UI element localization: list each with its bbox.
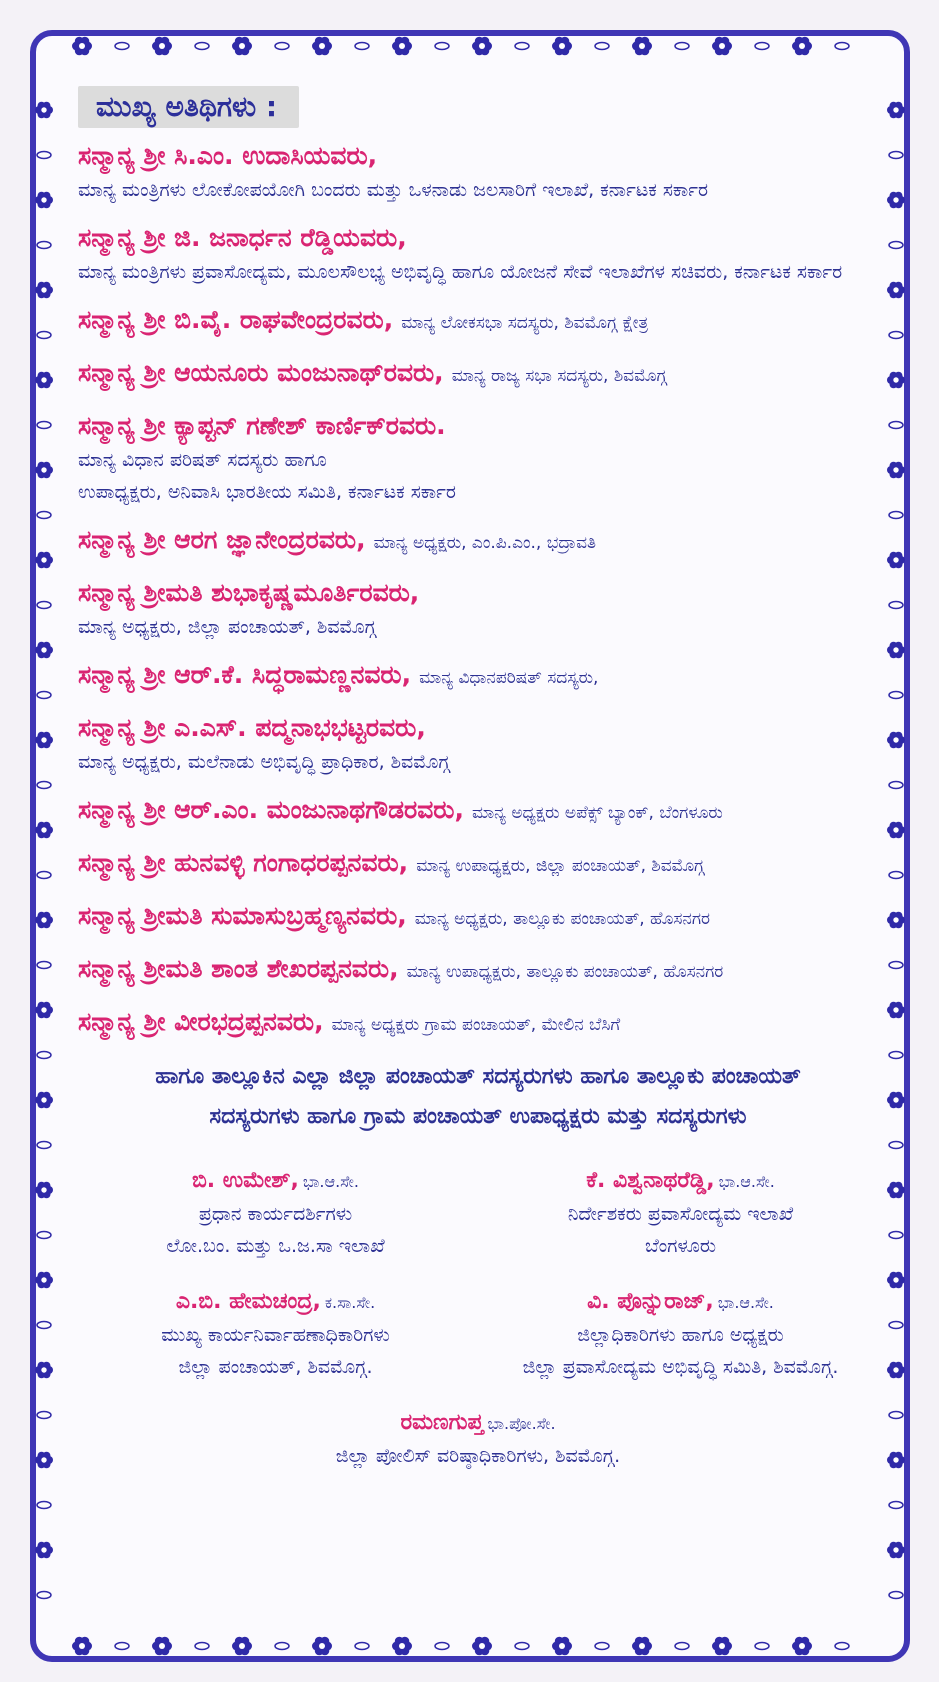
leaf-ornament — [515, 1643, 529, 1650]
flower-ornament — [35, 1272, 53, 1289]
flower-ornament — [887, 822, 905, 839]
leaf-ornament — [889, 872, 903, 879]
flower-ornament — [887, 642, 905, 659]
guest-list-content — [78, 86, 878, 1472]
closing-line-1: ಹಾಗೂ ತಾಲ್ಲೂಕಿನ ಎಲ್ಲಾ ಜಿಲ್ಲಾ ಪಂಚಾಯತ್ ಸದಸ್ಯರುಗಳು ಹಾಗೂ ತಾಲ್ಲೂಕು ಪಂಚಾಯತ್ — [155, 1064, 801, 1089]
guest-entry — [78, 845, 878, 884]
leaf-ornament — [355, 1643, 369, 1650]
flower-ornament — [72, 37, 92, 56]
guest-name: ಸನ್ಮಾನ್ಯ ಶ್ರೀ ವೀರಭದ್ರಪ್ಪನವರು, — [78, 1007, 324, 1036]
leaf-ornament — [275, 43, 289, 50]
guest-designation: ಮಾನ್ಯ ರಾಜ್ಯ ಸಭಾ ಸದಸ್ಯರು, ಶಿವಮೊಗ್ಗ — [451, 366, 667, 386]
leaf-ornament — [889, 1142, 903, 1149]
leaf-ornament — [889, 152, 903, 159]
flower-ornament — [35, 282, 53, 299]
official-block — [78, 1165, 473, 1262]
guest-name-line — [78, 792, 878, 831]
leaf-ornament — [115, 1643, 129, 1650]
flower-ornament — [887, 912, 905, 929]
official-department: ಲೋ.ಬಂ. ಮತ್ತು ಒ.ಜ.ಸಾ ಇಲಾಖೆ — [166, 1235, 385, 1257]
flower-ornament — [887, 462, 905, 479]
flower-ornament — [887, 732, 905, 749]
leaf-ornament — [37, 512, 51, 519]
flower-ornament — [552, 37, 572, 56]
flower-ornament — [35, 822, 53, 839]
flower-ornament — [712, 37, 732, 56]
guest-name: ಸನ್ಮಾನ್ಯ ಶ್ರೀ ಆರ್.ಕೆ. ಸಿದ್ಧರಾಮಣ್ಣನವರು, — [78, 660, 412, 689]
leaf-ornament — [889, 782, 903, 789]
guest-name: ಸನ್ಮಾನ್ಯ ಶ್ರೀ ಹುನವಳ್ಳಿ ಗಂಗಾಧರಪ್ಪನವರು, — [78, 848, 409, 877]
guest-name-line — [78, 1004, 878, 1043]
officials-grid — [78, 1165, 878, 1472]
leaf-ornament — [37, 332, 51, 339]
guest-name: ಸನ್ಮಾನ್ಯ ಶ್ರೀ ಎ.ಎಸ್. ಪದ್ಮನಾಭಭಟ್ಟರವರು, — [78, 713, 426, 742]
leaf-ornament — [889, 512, 903, 519]
flower-ornament — [35, 462, 53, 479]
guest-designation: ಮಾನ್ಯ ಮಂತ್ರಿಗಳು ಲೋಕೋಪಯೋಗಿ ಬಂದರು ಮತ್ತು ಒಳನಾಡು ಜಲಸಾರಿಗೆ ಇಲಾಖೆ, ಕರ್ನಾಟಕ ಸರ್ಕಾರ — [78, 179, 709, 201]
guest-designation: ಮಾನ್ಯ ಲೋಕಸಭಾ ಸದಸ್ಯರು, ಶಿವಮೊಗ್ಗ ಕ್ಷೇತ್ರ — [401, 313, 649, 333]
official-block — [78, 1286, 473, 1383]
leaf-ornament — [37, 692, 51, 699]
guest-designation: ಮಾನ್ಯ ಅಧ್ಯಕ್ಷರು ಗ್ರಾಮ ಪಂಚಾಯತ್, ಮೇಲಿನ ಬೆಸಿಗೆ — [331, 1015, 621, 1035]
official-service: ಭಾ.ಆ.ಸೇ. — [718, 1172, 775, 1191]
leaf-ornament — [37, 152, 51, 159]
leaf-ornament — [37, 1232, 51, 1239]
leaf-ornament — [889, 422, 903, 429]
guest-name: ಸನ್ಮಾನ್ಯ ಶ್ರೀ ಜಿ. ಜನಾರ್ಧನ ರೆಡ್ಡಿಯವರು, — [78, 223, 407, 252]
leaf-ornament — [37, 1322, 51, 1329]
leaf-ornament — [889, 1322, 903, 1329]
official-name: ಕೆ. ವಿಶ್ವನಾಥರೆಡ್ಡಿ, — [586, 1168, 715, 1193]
guest-entry — [78, 220, 878, 288]
guest-entry — [78, 898, 878, 937]
leaf-ornament — [889, 1232, 903, 1239]
flower-ornament — [35, 192, 53, 209]
leaf-ornament — [889, 692, 903, 699]
flower-ornament — [887, 1182, 905, 1199]
guest-name-line — [78, 355, 878, 394]
official-designation: ಜಿಲ್ಲಾಧಿಕಾರಿಗಳು ಹಾಗೂ ಅಧ್ಯಕ್ಷರು — [577, 1324, 784, 1346]
flower-ornament — [72, 1637, 92, 1656]
official-name: ವಿ. ಪೊನ್ನುರಾಜ್, — [587, 1289, 714, 1314]
flower-ornament — [552, 1637, 572, 1656]
flower-ornament — [35, 1362, 53, 1379]
guest-name: ಸನ್ಮಾನ್ಯ ಶ್ರೀ ಸಿ.ಎಂ. ಉದಾಸಿಯವರು, — [78, 141, 378, 170]
leaf-ornament — [755, 43, 769, 50]
official-designation: ಮುಖ್ಯ ಕಾರ್ಯನಿರ್ವಾಹಣಾಧಿಕಾರಿಗಳು — [161, 1324, 390, 1346]
guest-name: ಸನ್ಮಾನ್ಯ ಶ್ರೀ ಕ್ಯಾಪ್ಟನ್ ಗಣೇಶ್ ಕಾರ್ಣಿಕ್‌ರವರು. — [78, 411, 446, 440]
flower-ornament — [35, 1182, 53, 1199]
flower-ornament — [35, 102, 53, 119]
guest-name-line — [78, 845, 878, 884]
leaf-ornament — [889, 962, 903, 969]
leaf-ornament — [355, 43, 369, 50]
flower-ornament — [152, 37, 172, 56]
guest-name-line — [78, 898, 878, 937]
leaf-ornament — [275, 1643, 289, 1650]
flower-ornament — [632, 37, 652, 56]
guest-designation: ಮಾನ್ಯ ಉಪಾಧ್ಯಕ್ಷರು, ಜಿಲ್ಲಾ ಪಂಚಾಯತ್, ಶಿವಮೊಗ್ಗ — [416, 856, 705, 876]
guest-entry — [78, 408, 878, 508]
leaf-ornament — [889, 602, 903, 609]
leaf-ornament — [889, 1502, 903, 1509]
official-name: ರಮಣಗುಪ್ತ — [400, 1410, 484, 1435]
leaf-ornament — [835, 1643, 849, 1650]
leaf-ornament — [889, 242, 903, 249]
guest-designation: ಮಾನ್ಯ ಉಪಾಧ್ಯಕ್ಷರು, ತಾಲ್ಲೂಕು ಪಂಚಾಯತ್, ಹೊಸನಗರ — [406, 962, 724, 982]
guest-entry — [78, 792, 878, 831]
guest-name: ಸನ್ಮಾನ್ಯ ಶ್ರೀ ಆಯನೂರು ಮಂಜುನಾಥ್‌ರವರು, — [78, 358, 444, 387]
official-designation: ನಿರ್ದೇಶಕರು ಪ್ರವಾಸೋದ್ಯಮ ಇಲಾಖೆ — [567, 1203, 794, 1225]
official-department: ಜಿಲ್ಲಾ ಪ್ರವಾಸೋದ್ಯಮ ಅಭಿವೃದ್ಧಿ ಸಮಿತಿ, ಶಿವಮೊಗ್ಗ. — [522, 1356, 839, 1378]
flower-ornament — [35, 642, 53, 659]
guest-entry — [78, 355, 878, 394]
guest-name: ಸನ್ಮಾನ್ಯ ಶ್ರೀಮತಿ ಶುಭಾಕೃಷ್ಣಮೂರ್ತಿರವರು, — [78, 578, 420, 607]
leaf-ornament — [755, 1643, 769, 1650]
leaf-ornament — [595, 1643, 609, 1650]
official-department: ಜಿಲ್ಲಾ ಪಂಚಾಯತ್, ಶಿವಮೊಗ್ಗ. — [178, 1356, 373, 1378]
official-name: ಬಿ. ಉಮೇಶ್, — [192, 1168, 299, 1193]
flower-ornament — [887, 1002, 905, 1019]
leaf-ornament — [37, 1142, 51, 1149]
guest-name: ಸನ್ಮಾನ್ಯ ಶ್ರೀ ಆರಗ ಜ್ಞಾನೇಂದ್ರರವರು, — [78, 525, 366, 554]
leaf-ornament — [37, 872, 51, 879]
flower-ornament — [392, 37, 412, 56]
leaf-ornament — [889, 332, 903, 339]
leaf-ornament — [889, 1052, 903, 1059]
guest-entry — [78, 575, 878, 643]
guest-name: ಸನ್ಮಾನ್ಯ ಶ್ರೀಮತಿ ಶಾಂತ ಶೇಖರಪ್ಪನವರು, — [78, 954, 399, 983]
flower-ornament — [792, 37, 812, 56]
flower-ornament — [632, 1637, 652, 1656]
flower-ornament — [152, 1637, 172, 1656]
flower-ornament — [792, 1637, 812, 1656]
flower-ornament — [232, 1637, 252, 1656]
guest-name-line — [78, 522, 878, 561]
flower-ornament — [35, 1452, 53, 1469]
flower-ornament — [887, 1362, 905, 1379]
flower-ornament — [35, 1542, 53, 1559]
leaf-ornament — [195, 1643, 209, 1650]
page-heading: ಮುಖ್ಯ ಅತಿಥಿಗಳು : — [78, 86, 299, 128]
closing-line-2: ಸದಸ್ಯರುಗಳು ಹಾಗೂ ಗ್ರಾಮ ಪಂಚಾಯತ್ ಉಪಾಧ್ಯಕ್ಷರು ಮತ್ತು ಸದಸ್ಯರುಗಳು — [209, 1104, 747, 1129]
guest-name-line — [78, 302, 878, 341]
guest-designation: ಮಾನ್ಯ ಅಧ್ಯಕ್ಷರು, ಎಂ.ಪಿ.ಎಂ., ಭದ್ರಾವತಿ — [373, 533, 596, 553]
leaf-ornament — [115, 43, 129, 50]
leaf-ornament — [37, 1592, 51, 1599]
official-name: ಎ.ಬಿ. ಹೇಮಚಂದ್ರ, — [175, 1289, 321, 1314]
flower-ornament — [472, 1637, 492, 1656]
guest-entry — [78, 657, 878, 696]
guest-designation: ಮಾನ್ಯ ವಿಧಾನಪರಿಷತ್ ಸದಸ್ಯರು, — [419, 668, 599, 688]
leaf-ornament — [595, 43, 609, 50]
leaf-ornament — [37, 1502, 51, 1509]
guest-designation: ಮಾನ್ಯ ಅಧ್ಯಕ್ಷರು, ಜಿಲ್ಲಾ ಪಂಚಾಯತ್, ಶಿವಮೊಗ್ಗ — [78, 616, 376, 638]
guest-designation: ಮಾನ್ಯ ಮಂತ್ರಿಗಳು ಪ್ರವಾಸೋದ್ಯಮ, ಮೂಲಸೌಲಭ್ಯ ಅಭಿವೃದ್ಧಿ ಹಾಗೂ ಯೋಜನೆ ಸೇವೆ ಇಲಾಖೆಗಳ ಸಚಿವರು, ಕರ್ನಾಟಕ ಸರ್ಕಾರ — [78, 261, 843, 283]
flower-ornament — [232, 37, 252, 56]
flower-ornament — [887, 1272, 905, 1289]
leaf-ornament — [37, 602, 51, 609]
flower-ornament — [887, 282, 905, 299]
flower-ornament — [887, 1452, 905, 1469]
flower-ornament — [887, 372, 905, 389]
guest-entry — [78, 951, 878, 990]
leaf-ornament — [675, 1643, 689, 1650]
guest-name-line — [78, 657, 878, 696]
flower-ornament — [35, 372, 53, 389]
official-service: ಕ.ಸಾ.ಸೇ. — [324, 1293, 376, 1312]
guest-name: ಸನ್ಮಾನ್ಯ ಶ್ರೀಮತಿ ಸುಮಾಸುಬ್ರಹ್ಮಣ್ಯನವರು, — [78, 901, 407, 930]
leaf-ornament — [675, 43, 689, 50]
flower-ornament — [392, 1637, 412, 1656]
guest-designation: ಮಾನ್ಯ ಅಧ್ಯಕ್ಷರು, ಮಲೆನಾಡು ಅಭಿವೃದ್ಧಿ ಪ್ರಾಧಿಕಾರ, ಶಿವಮೊಗ್ಗ — [78, 751, 450, 773]
guest-entry — [78, 302, 878, 341]
leaf-ornament — [435, 43, 449, 50]
official-department: ಬೆಂಗಳೂರು — [645, 1235, 716, 1257]
leaf-ornament — [37, 782, 51, 789]
flower-ornament — [472, 37, 492, 56]
guest-designation-2: ಉಪಾಧ್ಯಕ್ಷರು, ಅನಿವಾಸಿ ಭಾರತೀಯ ಸಮಿತಿ, ಕರ್ನಾಟಕ ಸರ್ಕಾರ — [78, 481, 456, 503]
leaf-ornament — [37, 242, 51, 249]
flower-ornament — [312, 1637, 332, 1656]
closing-note — [78, 1057, 878, 1137]
guest-name-line — [78, 951, 878, 990]
leaf-ornament — [835, 43, 849, 50]
official-block — [78, 1407, 878, 1472]
official-block — [483, 1165, 878, 1262]
official-service: ಭಾ.ಪೋ.ಸೇ. — [487, 1414, 556, 1433]
guest-entry — [78, 138, 878, 206]
leaf-ornament — [37, 1052, 51, 1059]
flower-ornament — [887, 192, 905, 209]
official-designation: ಜಿಲ್ಲಾ ಪೋಲಿಸ್ ವರಿಷ್ಠಾಧಿಕಾರಿಗಳು, ಶಿವಮೊಗ್ಗ. — [335, 1445, 621, 1467]
flower-ornament — [887, 1542, 905, 1559]
leaf-ornament — [889, 1592, 903, 1599]
guest-list — [78, 138, 878, 1043]
guest-designation: ಮಾನ್ಯ ವಿಧಾನ ಪರಿಷತ್ ಸದಸ್ಯರು ಹಾಗೂ — [78, 449, 327, 471]
guest-entry — [78, 1004, 878, 1043]
flower-ornament — [887, 102, 905, 119]
flower-ornament — [35, 912, 53, 929]
guest-name: ಸನ್ಮಾನ್ಯ ಶ್ರೀ ಬಿ.ವೈ. ರಾಘವೇಂದ್ರರವರು, — [78, 305, 394, 334]
official-designation: ಪ್ರಧಾನ ಕಾರ್ಯದರ್ಶಿಗಳು — [198, 1203, 353, 1225]
leaf-ornament — [435, 1643, 449, 1650]
official-service: ಭಾ.ಆ.ಸೇ. — [717, 1293, 774, 1312]
guest-entry — [78, 710, 878, 778]
leaf-ornament — [515, 43, 529, 50]
guest-designation: ಮಾನ್ಯ ಅಧ್ಯಕ್ಷರು ಅಪೆಕ್ಸ್ ಬ್ಯಾಂಕ್, ಬೆಂಗಳೂರು — [471, 803, 723, 823]
flower-ornament — [887, 552, 905, 569]
leaf-ornament — [195, 43, 209, 50]
flower-ornament — [712, 1637, 732, 1656]
guest-designation: ಮಾನ್ಯ ಅಧ್ಯಕ್ಷರು, ತಾಲ್ಲೂಕು ಪಂಚಾಯತ್, ಹೊಸನಗರ — [414, 909, 711, 929]
flower-ornament — [312, 37, 332, 56]
flower-ornament — [35, 552, 53, 569]
official-block — [483, 1286, 878, 1383]
guest-name: ಸನ್ಮಾನ್ಯ ಶ್ರೀ ಆರ್.ಎಂ. ಮಂಜುನಾಥಗೌಡರವರು, — [78, 795, 464, 824]
leaf-ornament — [37, 962, 51, 969]
leaf-ornament — [37, 422, 51, 429]
leaf-ornament — [889, 1412, 903, 1419]
flower-ornament — [35, 1002, 53, 1019]
flower-ornament — [35, 732, 53, 749]
official-service: ಭಾ.ಆ.ಸೇ. — [302, 1172, 359, 1191]
leaf-ornament — [37, 1412, 51, 1419]
guest-entry — [78, 522, 878, 561]
flower-ornament — [35, 1092, 53, 1109]
flower-ornament — [887, 1092, 905, 1109]
